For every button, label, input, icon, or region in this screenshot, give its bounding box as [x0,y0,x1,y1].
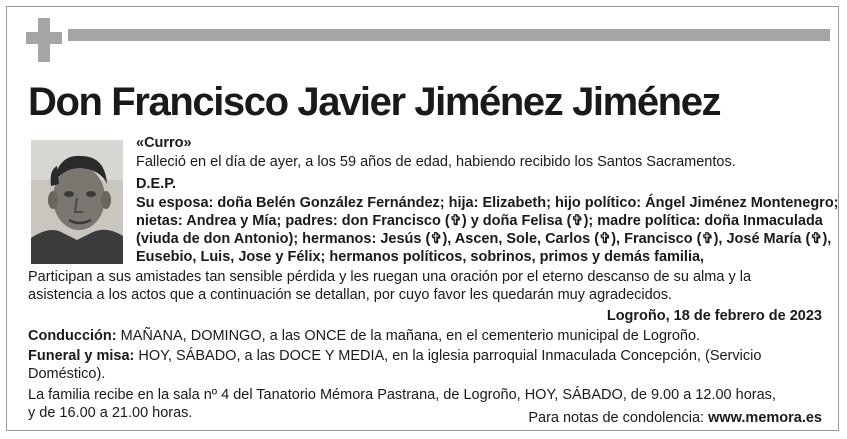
conduccion-line [28,328,700,346]
deceased-name: Don Francisco Javier Jiménez Jiménez [28,80,721,124]
condolence-label: Para notas de condolencia: [528,410,709,426]
wake-line: La familia recibe en la sala nº 4 del Tanatorio Mémora Pastrana, de Logroño, HOY, SÁBADO, de 9.00 a 12.00 horas, [28,387,776,403]
announcement-line: asistencia a los actos que a continuación se detallan, por cuyo favor les quedarán muy agradecidos. [28,287,673,303]
portrait-photo [31,140,123,264]
announcement-line: Participan a sus amistades tan sensible pérdida y les ruegan una oración por el eterno descanso de su alma y la [28,269,752,285]
nickname: «Curro» [136,135,192,151]
conduccion-label: Conducción: [28,328,117,344]
place-date: Logroño, 18 de febrero de 2023 [606,308,822,324]
wake-line: y de 16.00 a 21.00 horas. [28,405,193,421]
family-line: Eusebio, Luis, Jose y Félix; hermanos políticos, sobrinos, primos y demás familia, [136,249,705,265]
cross-icon [26,18,62,62]
condolence-link[interactable]: www.memora.es [708,410,822,426]
condolence-note [528,410,822,428]
family-line: nietas: Andrea y Mía; padres: don Francisco (✞) y doña Felisa (✞); madre política: doña Inmaculada [136,213,823,229]
conduccion-text: MAÑANA, DOMINGO, a las ONCE de la mañana, en el cementerio municipal de Logroño. [116,328,701,344]
family-line: Su esposa: doña Belén González Fernández; hija: Elizabeth; hijo político: Ángel Jiménez Montenegro; [136,195,839,211]
death-notice: Falleció en el día de ayer, a los 59 años de edad, habiendo recibido los Santos Sacramentos. [136,154,736,170]
family-line: (viuda de don Antonio); hermanos: Jesús (✞), Ascen, Sole, Carlos (✞), Francisco (✞), José María (✞), [136,231,832,247]
top-rule [68,29,830,41]
funeral-line [28,348,761,366]
funeral-line-2: Doméstico). [28,366,106,382]
funeral-text: HOY, SÁBADO, a las DOCE Y MEDIA, en la iglesia parroquial Inmaculada Concepción, (Servicio [134,348,762,364]
dep-label: D.E.P. [136,176,177,192]
funeral-label: Funeral y misa: [28,348,135,364]
